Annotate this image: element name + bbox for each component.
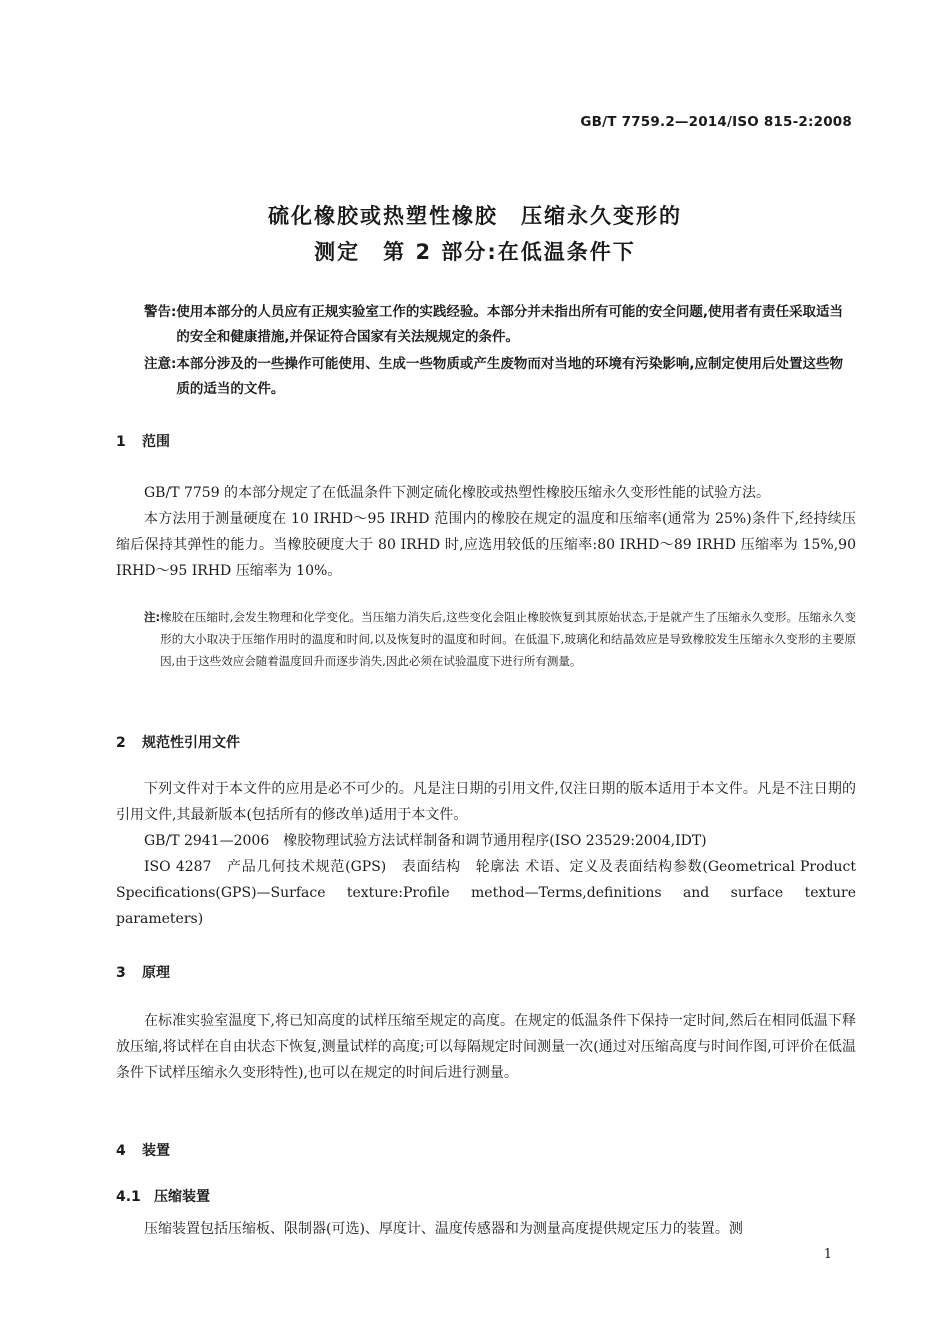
section-number: 4 — [116, 1143, 126, 1159]
subsection-number: 4.1 — [116, 1189, 141, 1205]
section-3-heading — [116, 962, 170, 982]
section-title: 范围 — [142, 434, 170, 450]
paragraph: 本方法用于测量硬度在 10 IRHD～95 IRHD 范围内的橡胶在规定的温度和压缩率(通常为 25%)条件下,经持续压缩后保持其弹性的能力。当橡胶硬度大于 80 IRHD 时,应选用较低的压缩率:80 IRHD～89 IRHD 压缩率为 15%,90 IRHD～95 IRHD 压缩率为 10%。 — [116, 511, 856, 579]
warning-row — [116, 300, 856, 350]
section-2-heading — [116, 732, 240, 752]
note-text: 橡胶在压缩时,会发生物理和化学变化。当压缩力消失后,这些变化会阻止橡胶恢复到其原始状态,于是就产生了压缩永久变形。压缩永久变形的大小取决于压缩作用时的温度和时间,以及恢复时的温度和时间。在低温下,玻璃化和结晶效应是导致橡胶发生压缩永久变形的主要原因,由于这些效应会随着温度回升而逐步消失,因此必须在试验温度下进行所有测量。 — [160, 610, 856, 668]
subsection-4-1-body — [116, 1216, 856, 1242]
section-number: 3 — [116, 965, 126, 981]
subsection-4-1-heading — [116, 1186, 210, 1206]
notice-row — [116, 352, 856, 402]
section-1-note — [116, 606, 856, 672]
page-number: 1 — [823, 1247, 832, 1262]
section-number: 1 — [116, 434, 126, 450]
paragraph: GB/T 7759 的本部分规定了在低温条件下测定硫化橡胶或热塑性橡胶压缩永久变形性能的试验方法。 — [144, 485, 771, 501]
reference-2: ISO 4287 产品几何技术规范(GPS) 表面结构 轮廓法 术语、定义及表面结构参数(Geometrical Product Specifications(GPS)—Surface texture:Profile method—Terms,definitions and surface texture parameters) — [116, 859, 856, 927]
subsection-title: 压缩装置 — [154, 1189, 210, 1205]
notice-text: 本部分涉及的一些操作可能使用、生成一些物质或产生废物而对当地的环境有污染影响,应制定使用后处置这些物质的适当的文件。 — [176, 356, 844, 397]
paragraph: 在标准实验室温度下,将已知高度的试样压缩至规定的高度。在规定的低温条件下保持一定时间,然后在相同低温下释放压缩,将试样在自由状态下恢复,测量试样的高度;可以每隔规定时间测量一次(通过对压缩高度与时间作图,可评价在低温条件下试样压缩永久变形特性),也可以在规定的时间后进行测量。 — [116, 1013, 856, 1081]
section-2-body — [116, 776, 856, 932]
warning-text: 使用本部分的人员应有正规实验室工作的实践经验。本部分并未指出所有可能的安全问题,使用者有责任采取适当的安全和健康措施,并保证符合国家有关法规规定的条件。 — [176, 304, 844, 345]
section-title: 规范性引用文件 — [142, 735, 240, 751]
section-title: 装置 — [142, 1143, 170, 1159]
title-line-1: 硫化橡胶或热塑性橡胶 压缩永久变形的 — [268, 204, 682, 228]
paragraph: 压缩装置包括压缩板、限制器(可选)、厚度计、温度传感器和为测量高度提供规定压力的装置。测 — [144, 1221, 743, 1237]
warning-label: 警告: — [144, 304, 177, 320]
note-row — [116, 606, 856, 672]
notice-label: 注意: — [144, 356, 177, 372]
title-line-2: 测定 第 2 部分:在低温条件下 — [314, 240, 636, 264]
section-4-heading — [116, 1140, 170, 1160]
section-title: 原理 — [142, 965, 170, 981]
section-1-heading — [116, 431, 170, 451]
note-label: 注: — [144, 610, 161, 624]
paragraph: 下列文件对于本文件的应用是必不可少的。凡是注日期的引用文件,仅注日期的版本适用于本文件。凡是不注日期的引用文件,其最新版本(包括所有的修改单)适用于本文件。 — [116, 781, 856, 823]
section-number: 2 — [116, 735, 126, 751]
standard-number: GB/T 7759.2—2014/ISO 815-2:2008 — [580, 114, 852, 130]
section-1-body — [116, 480, 856, 584]
warning-block — [116, 300, 856, 402]
section-3-body — [116, 1008, 856, 1086]
reference-1: GB/T 2941—2006 橡胶物理试验方法试样制备和调节通用程序(ISO 23529:2004,IDT) — [144, 833, 707, 849]
